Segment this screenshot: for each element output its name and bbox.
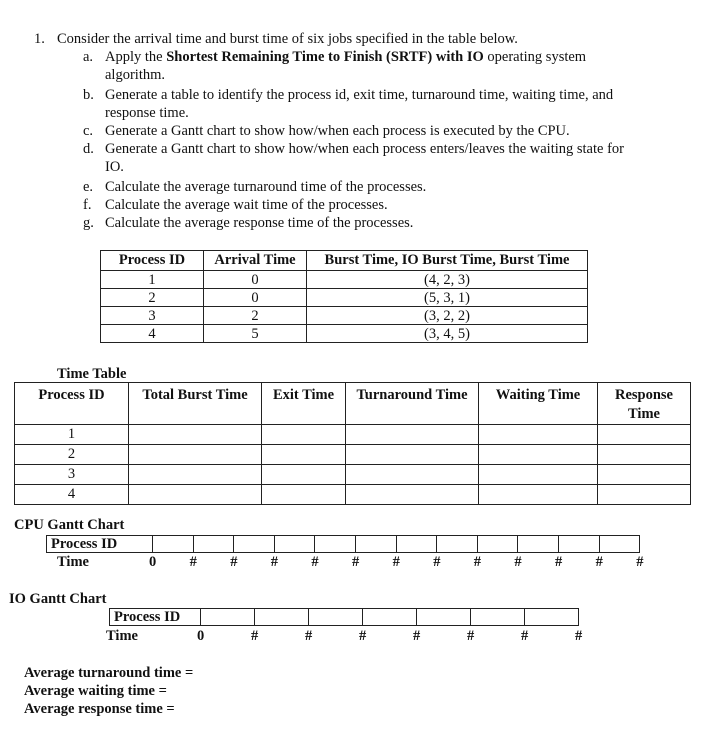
cell: (3, 4, 5) — [307, 325, 588, 343]
time-tick: # — [467, 628, 475, 644]
gantt-slot[interactable] — [255, 608, 309, 626]
gantt-slot[interactable] — [478, 535, 519, 553]
gantt-slot[interactable] — [518, 535, 559, 553]
gantt-slot[interactable] — [525, 608, 579, 626]
time-tick: 0 — [149, 554, 157, 570]
pid-cell: 3 — [15, 465, 129, 485]
empty-cell[interactable] — [129, 485, 262, 505]
item-letter: e. — [83, 179, 94, 195]
time-tick: # — [359, 628, 367, 644]
item-letter: b. — [83, 87, 94, 103]
gantt-slot[interactable] — [201, 608, 255, 626]
pid-cell: 1 — [15, 425, 129, 445]
col-header: Waiting Time — [479, 383, 598, 425]
gantt-slot[interactable] — [153, 535, 194, 553]
io-gantt-row — [109, 608, 579, 626]
cpu-gantt-cells — [153, 535, 640, 553]
time-table-title: Time Table — [57, 366, 127, 382]
empty-cell[interactable] — [346, 445, 479, 465]
cell: 5 — [204, 325, 307, 343]
cell: 0 — [204, 271, 307, 289]
table-row — [15, 445, 691, 465]
time-tick: # — [473, 554, 482, 570]
time-tick: # — [636, 554, 644, 570]
cpu-gantt-row — [46, 535, 640, 553]
time-table — [14, 382, 691, 505]
time-tick: # — [433, 554, 441, 570]
empty-cell[interactable] — [262, 465, 346, 485]
time-tick: # — [555, 554, 563, 570]
item-e-text: Calculate the average turnaround time of the processes. — [105, 179, 427, 195]
gantt-slot[interactable] — [417, 608, 471, 626]
col-header: Process ID — [101, 251, 204, 271]
empty-cell[interactable] — [598, 445, 691, 465]
time-tick: # — [352, 554, 360, 570]
time-tick: # — [230, 554, 238, 570]
cell: (3, 2, 2) — [307, 307, 588, 325]
cell: 2 — [101, 289, 204, 307]
item-letter: g. — [83, 215, 94, 231]
cell: 1 — [101, 271, 204, 289]
io-gantt-cells — [201, 608, 579, 626]
col-header: Exit Time — [262, 383, 346, 425]
table-row — [15, 465, 691, 485]
empty-cell[interactable] — [598, 425, 691, 445]
time-tick: # — [392, 554, 400, 570]
empty-cell[interactable] — [598, 485, 691, 505]
col-header: Process ID — [15, 383, 129, 425]
time-tick: # — [413, 628, 421, 644]
question-number: 1. — [34, 31, 45, 47]
cpu-gantt-title: CPU Gantt Chart — [14, 517, 125, 533]
empty-cell[interactable] — [346, 485, 479, 505]
empty-cell[interactable] — [346, 425, 479, 445]
item-a-line2: algorithm. — [105, 67, 166, 83]
gantt-slot[interactable] — [397, 535, 438, 553]
time-tick: # — [521, 628, 529, 644]
time-tick: # — [311, 554, 319, 570]
pid-cell: 4 — [15, 485, 129, 505]
cell: 3 — [101, 307, 204, 325]
gantt-slot[interactable] — [315, 535, 356, 553]
avg-response: Average response time = — [24, 701, 175, 717]
gantt-slot[interactable] — [356, 535, 397, 553]
gantt-slot[interactable] — [600, 535, 641, 553]
gantt-slot[interactable] — [559, 535, 600, 553]
cpu-gantt-label: Process ID — [46, 535, 153, 553]
table-row — [101, 325, 588, 343]
item-letter: c. — [83, 123, 94, 139]
item-a-text: Apply the Shortest Remaining Time to Finish (SRTF) with IO operating system — [105, 49, 587, 65]
cell: (5, 3, 1) — [307, 289, 588, 307]
cell: 2 — [204, 307, 307, 325]
gantt-slot[interactable] — [309, 608, 363, 626]
empty-cell[interactable] — [479, 445, 598, 465]
question-intro: Consider the arrival time and burst time of six jobs specified in the table below. — [57, 31, 518, 47]
empty-cell[interactable] — [129, 445, 262, 465]
cell: 4 — [101, 325, 204, 343]
gantt-slot[interactable] — [471, 608, 525, 626]
item-g-text: Calculate the average response time of the processes. — [105, 215, 414, 231]
col-header: Burst Time, IO Burst Time, Burst Time — [307, 251, 588, 271]
item-d-line2: IO. — [105, 159, 124, 175]
io-gantt-label: Process ID — [109, 608, 201, 626]
item-letter: f. — [83, 197, 92, 213]
empty-cell[interactable] — [598, 465, 691, 485]
time-tick: # — [251, 628, 259, 644]
cell: (4, 2, 3) — [307, 271, 588, 289]
item-letter: d. — [83, 141, 94, 157]
table-row — [101, 307, 588, 325]
empty-cell[interactable] — [129, 465, 262, 485]
gantt-slot[interactable] — [194, 535, 235, 553]
item-b-line2: response time. — [105, 105, 189, 121]
empty-cell[interactable] — [262, 425, 346, 445]
cpu-time-label: Time — [57, 554, 89, 570]
avg-waiting: Average waiting time = — [24, 683, 167, 699]
gantt-slot[interactable] — [275, 535, 316, 553]
empty-cell[interactable] — [129, 425, 262, 445]
time-tick: # — [514, 554, 522, 570]
gantt-slot[interactable] — [437, 535, 478, 553]
table-row — [15, 485, 691, 505]
item-c-text: Generate a Gantt chart to show how/when each process is executed by the CPU. — [105, 123, 570, 139]
time-tick: # — [575, 628, 583, 644]
process-table — [100, 250, 588, 343]
item-b-text: Generate a table to identify the process id, exit time, turnaround time, waiting time, and — [105, 87, 614, 103]
io-time-label: Time — [106, 628, 138, 644]
avg-turnaround: Average turnaround time = — [24, 665, 194, 681]
time-tick: # — [305, 628, 313, 644]
time-tick: # — [189, 554, 197, 570]
col-header: Total Burst Time — [129, 383, 262, 425]
io-gantt-title: IO Gantt Chart — [9, 591, 107, 607]
col-header: Response Time — [598, 383, 691, 425]
empty-cell[interactable] — [262, 445, 346, 465]
time-tick: # — [270, 554, 279, 570]
empty-cell[interactable] — [479, 425, 598, 445]
table-row — [15, 425, 691, 445]
cell: 0 — [204, 289, 307, 307]
col-header: Turnaround Time — [346, 383, 479, 425]
table-row — [101, 271, 588, 289]
pid-cell: 2 — [15, 445, 129, 465]
time-tick: # — [595, 554, 603, 570]
col-header: Arrival Time — [204, 251, 307, 271]
item-f-text: Calculate the average wait time of the processes. — [105, 197, 388, 213]
gantt-slot[interactable] — [234, 535, 275, 553]
item-letter: a. — [83, 49, 94, 65]
empty-cell[interactable] — [479, 465, 598, 485]
empty-cell[interactable] — [479, 485, 598, 505]
item-d-text: Generate a Gantt chart to show how/when each process enters/leaves the waiting state for — [105, 141, 624, 157]
empty-cell[interactable] — [262, 485, 346, 505]
time-tick: 0 — [197, 628, 205, 644]
empty-cell[interactable] — [346, 465, 479, 485]
table-row — [101, 289, 588, 307]
gantt-slot[interactable] — [363, 608, 417, 626]
